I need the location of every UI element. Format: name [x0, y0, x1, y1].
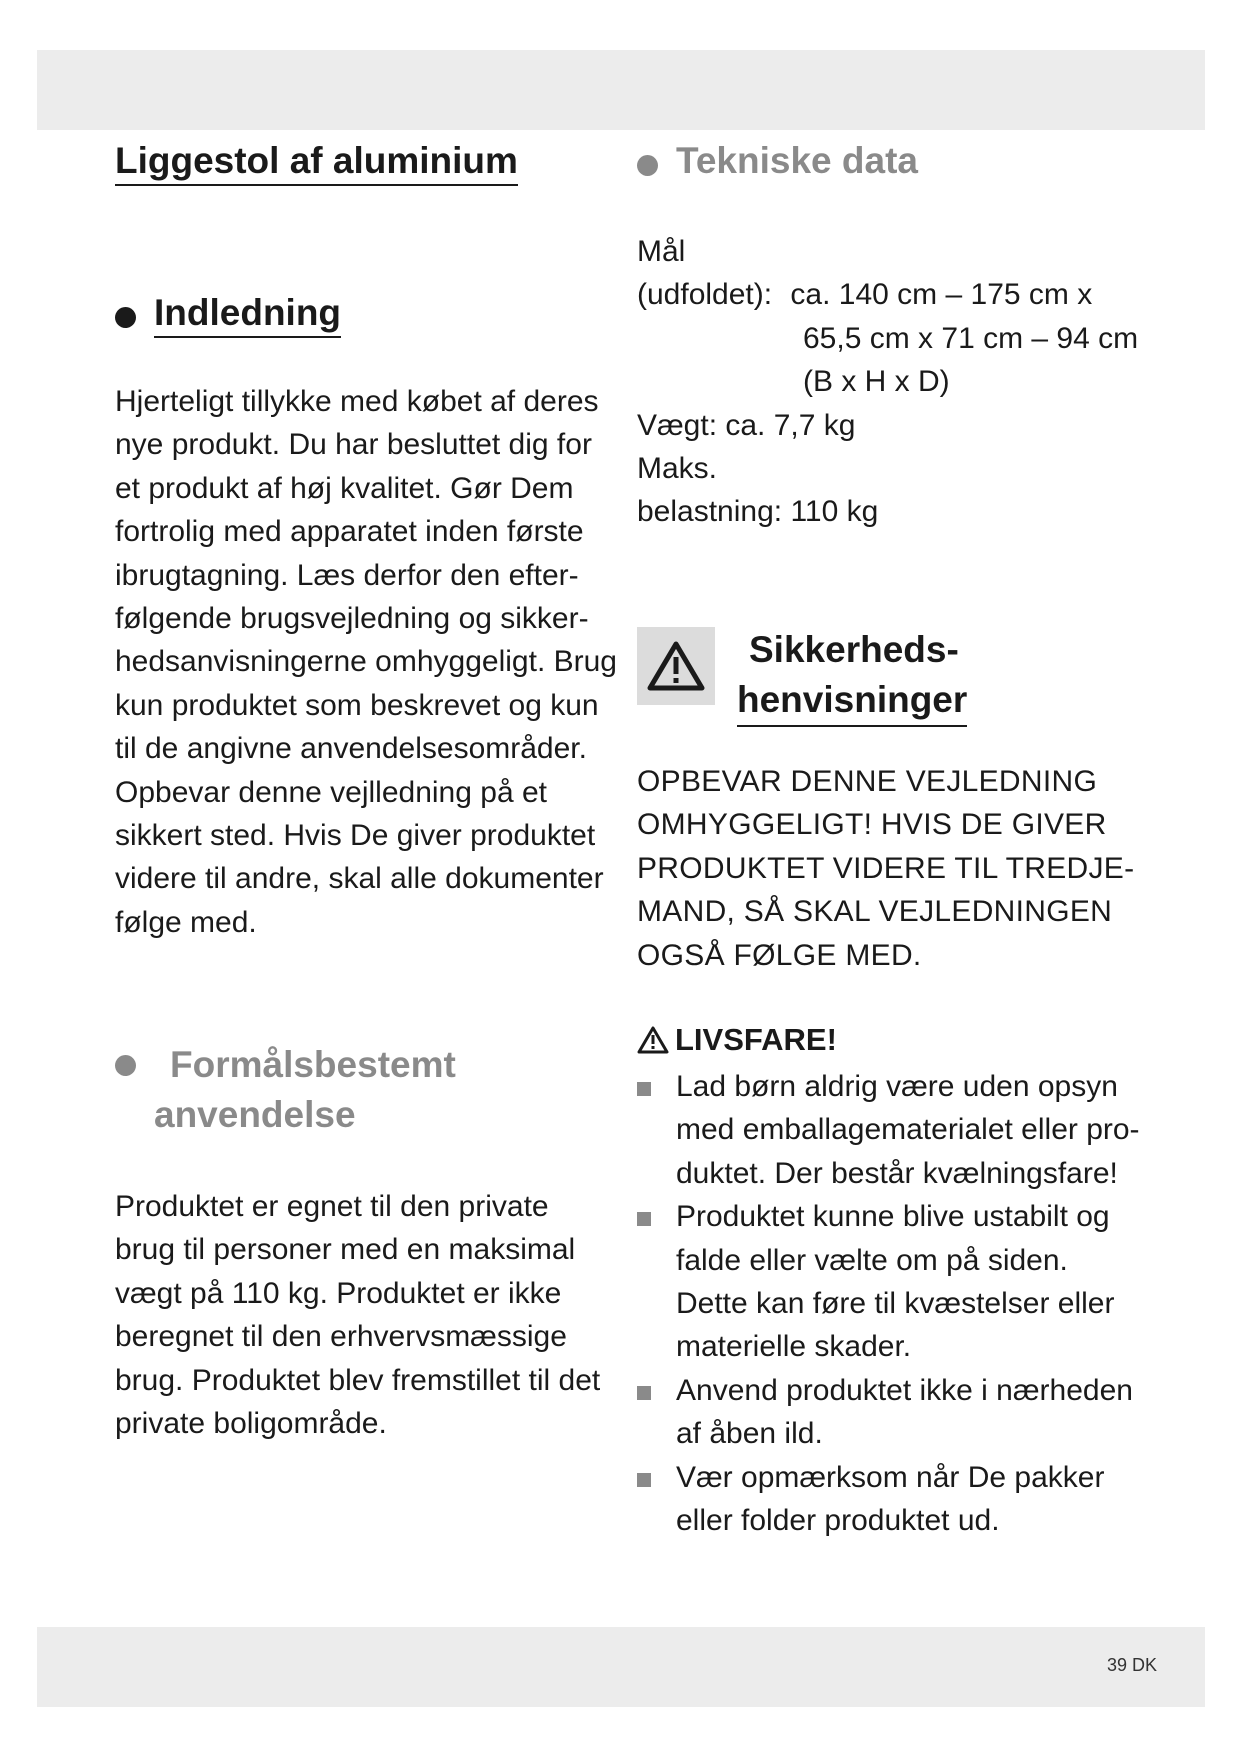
round-bullet-icon: [115, 307, 136, 328]
section-heading-tech: [637, 140, 918, 182]
list-item: [637, 1195, 1140, 1369]
weight-value: Vægt: ca. 7,7 kg: [637, 408, 856, 442]
text-line: ibrugtagning. Læs derfor den efter-: [115, 558, 579, 592]
text-line: videre til andre, skal alle dokumenter: [115, 862, 604, 896]
tech-heading-text: Tekniske data: [676, 140, 918, 181]
list-item: [637, 1456, 1140, 1543]
header-band: [37, 50, 1205, 130]
text-line: private boligområde.: [115, 1407, 387, 1441]
warning-triangle-icon: [637, 627, 715, 705]
dimension-row: [637, 273, 1137, 316]
round-bullet-icon: [115, 1055, 136, 1076]
purpose-paragraph: [115, 1185, 615, 1445]
intro-paragraph: [115, 380, 615, 944]
square-bullet-icon: [637, 1473, 651, 1487]
list-item: [637, 1065, 1140, 1195]
text-line: fortrolig med apparatet inden første: [115, 515, 584, 549]
text-line: Hjerteligt tillykke med købet af deres: [115, 385, 599, 418]
dimension-value: ca. 140 cm – 175 cm x: [790, 278, 1093, 312]
notice-line: MAND, SÅ SKAL VEJLEDNINGEN: [637, 895, 1113, 929]
purpose-heading-line: Formålsbestemt: [170, 1044, 456, 1085]
text-line: følgende brugsvejledning og sikker-: [115, 602, 589, 636]
notice-line: OMHYGGELIGT! HVIS DE GIVER: [637, 808, 1107, 842]
page-number: 39 DK: [1106, 1655, 1157, 1675]
text-line: eller folder produktet ud.: [676, 1504, 1000, 1538]
text-line: falde eller vælte om på siden.: [676, 1243, 1068, 1277]
text-line: af åben ild.: [676, 1417, 823, 1451]
safety-heading-line: henvisninger: [737, 675, 967, 727]
tech-data-block: [637, 230, 1137, 534]
dimension-axes: (B x H x D): [803, 365, 950, 399]
danger-label-text: LIVSFARE!: [675, 1022, 837, 1057]
square-bullet-icon: [637, 1082, 651, 1096]
footer-band: [37, 1627, 1205, 1707]
text-line: et produkt af høj kvalitet. Gør Dem: [115, 471, 574, 505]
intro-heading-text: Indledning: [154, 292, 341, 338]
safety-heading-line: Sikkerheds-: [749, 629, 959, 670]
text-line: brug. Produktet blev fremstillet til det: [115, 1363, 601, 1397]
text-line: hedsanvisningerne omhyggeligt. Brug: [115, 645, 617, 679]
text-line: Opbevar denne vejlledning på et: [115, 775, 547, 809]
text-line: vægt på 110 kg. Produktet er ikke: [115, 1276, 562, 1310]
square-bullet-icon: [637, 1386, 651, 1400]
notice-line: PRODUKTET VIDERE TIL TREDJE-: [637, 851, 1135, 885]
text-line: følge med.: [115, 905, 257, 939]
text-line: til de angivne anvendelsesområder.: [115, 732, 587, 766]
safety-list: [637, 1065, 1140, 1542]
text-line: Lad børn aldrig være uden opsyn: [676, 1070, 1118, 1103]
text-line: duktet. Der består kvælningsfare!: [676, 1156, 1118, 1190]
page-title: Liggestol af aluminium: [115, 140, 518, 186]
text-line: materielle skader.: [676, 1330, 912, 1364]
text-line: brug til personer med en maksimal: [115, 1233, 576, 1267]
square-bullet-icon: [637, 1212, 651, 1226]
section-heading-purpose: [115, 1040, 456, 1140]
danger-label: [637, 1022, 837, 1058]
text-line: Anvend produktet ikke i nærheden: [676, 1373, 1133, 1407]
text-line: sikkert sted. Hvis De giver produktet: [115, 819, 596, 853]
warning-triangle-icon: [637, 1026, 669, 1054]
keep-manual-notice: [637, 760, 1134, 977]
load-value: belastning: 110 kg: [637, 495, 879, 529]
dimension-label: Mål: [637, 235, 686, 268]
round-bullet-icon: [637, 155, 658, 176]
dimension-prefix: (udfoldet):: [637, 278, 773, 312]
text-line: med emballagematerialet eller pro-: [676, 1113, 1140, 1147]
notice-line: OPBEVAR DENNE VEJLEDNING: [637, 765, 1098, 798]
section-heading-safety: [637, 625, 967, 727]
section-heading-intro: [115, 292, 341, 338]
text-line: Produktet er egnet til den private: [115, 1190, 549, 1223]
list-item: [637, 1369, 1140, 1456]
text-line: Produktet kunne blive ustabilt og: [676, 1200, 1110, 1234]
safety-heading: [737, 625, 967, 727]
text-line: nye produkt. Du har besluttet dig for: [115, 428, 592, 462]
purpose-heading-line: anvendelse: [154, 1094, 356, 1135]
dimension-value: 65,5 cm x 71 cm – 94 cm: [803, 321, 1139, 355]
max-label: Maks.: [637, 452, 718, 486]
text-line: kun produktet som beskrevet og kun: [115, 688, 599, 722]
text-line: Dette kan føre til kvæstelser eller: [676, 1287, 1115, 1321]
text-line: Vær opmærksom når De pakker: [676, 1460, 1105, 1494]
text-line: beregnet til den erhvervsmæssige: [115, 1320, 567, 1354]
notice-line: OGSÅ FØLGE MED.: [637, 938, 922, 972]
